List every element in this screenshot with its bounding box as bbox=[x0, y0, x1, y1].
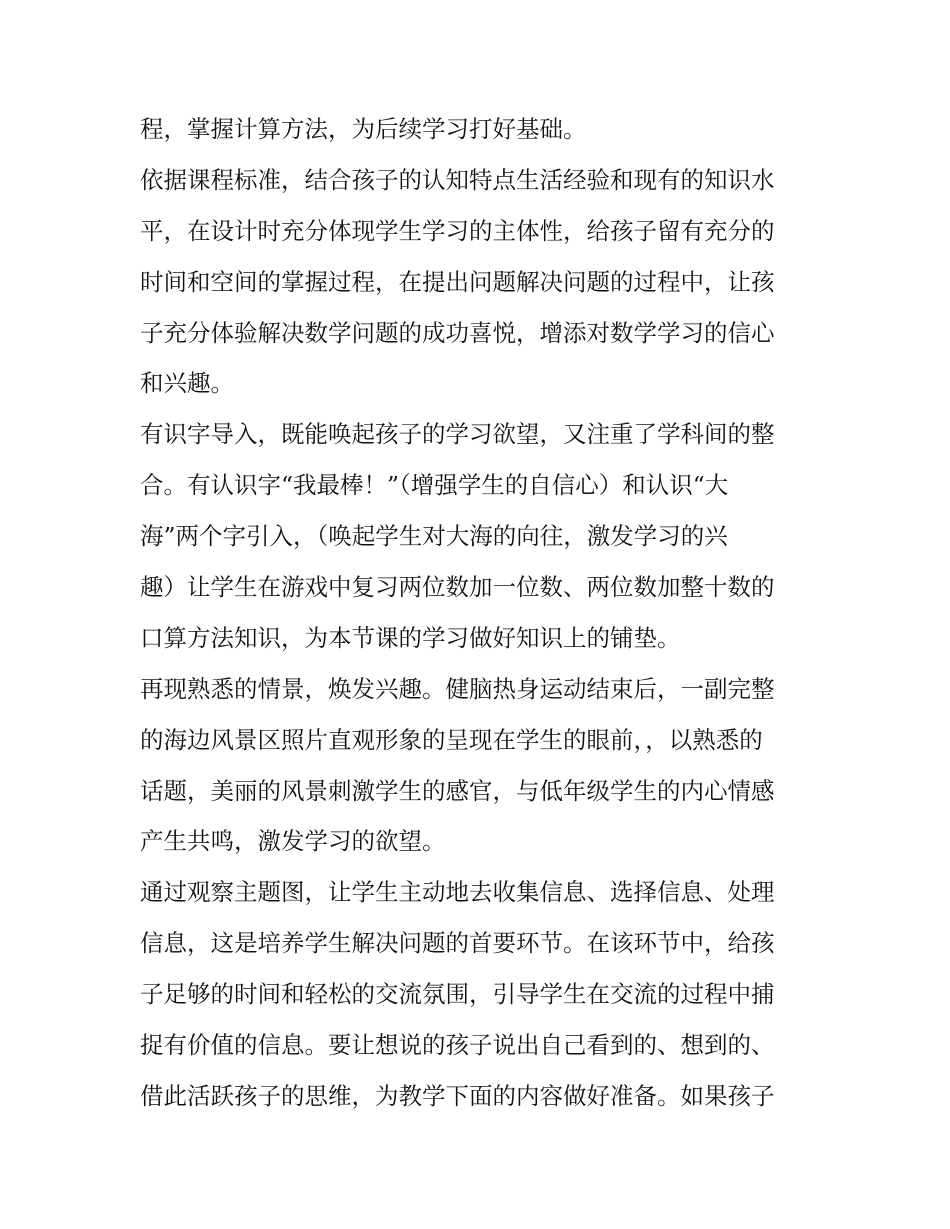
text-line: 借此活跃孩子的思维，为教学下面的内容做好准备。如果孩子 bbox=[140, 1081, 775, 1110]
text-line: 通过观察主题图，让学生主动地去收集信息、选择信息、处理 bbox=[140, 878, 775, 907]
text-line: 话题，美丽的风景刺激学生的感官，与低年级学生的内心情感 bbox=[140, 776, 775, 805]
text-line: 的海边风景区照片直观形象的呈现在学生的眼前，，以熟悉的 bbox=[140, 725, 763, 754]
paragraph-3 bbox=[140, 409, 820, 663]
text-line: 有识字导入，既能唤起孩子的学习欲望，又注重了学科间的整 bbox=[140, 420, 775, 449]
text-line: 再现熟悉的情景，焕发兴趣。健脑热身运动结束后，一副完整 bbox=[140, 674, 775, 703]
text-line: 程，掌握计算方法，为后续学习打好基础。 bbox=[140, 115, 587, 143]
text-line: 时间和空间的掌握过程，在提出问题解决问题的过程中，让孩 bbox=[140, 267, 775, 296]
text-line: 产生共鸣，激发学习的欲望。 bbox=[140, 827, 446, 856]
paragraph-2 bbox=[140, 155, 820, 409]
text-line: 子足够的时间和轻松的交流氛围，引导学生在交流的过程中捕 bbox=[140, 980, 775, 1009]
text-line: 依据课程标准，结合孩子的认知特点生活经验和现有的知识水 bbox=[140, 165, 775, 194]
paragraph-5 bbox=[140, 867, 820, 1121]
paragraph-4 bbox=[140, 664, 820, 868]
paragraph-1 bbox=[140, 104, 820, 155]
text-line: 平，在设计时充分体现学生学习的主体性，给孩子留有充分的 bbox=[140, 216, 775, 245]
document-body bbox=[140, 104, 820, 1122]
text-line: 子充分体验解决数学问题的成功喜悦，增添对数学学习的信心 bbox=[140, 318, 775, 347]
text-line: 趣）让学生在游戏中复习两位数加一位数、两位数加整十数的 bbox=[140, 573, 775, 602]
text-line: 海”两个字引入，（唤起学生对大海的向往，激发学习的兴 bbox=[140, 522, 728, 551]
text-line: 信息，这是培养学生解决问题的首要环节。在该环节中，给孩 bbox=[140, 929, 775, 958]
text-line: 合。有认识字“我最棒！”（增强学生的自信心）和认识“大 bbox=[140, 471, 729, 500]
text-line: 口算方法知识，为本节课的学习做好知识上的铺垫。 bbox=[140, 623, 681, 652]
text-line: 和兴趣。 bbox=[140, 369, 234, 398]
text-line: 捉有价值的信息。要让想说的孩子说出自己看到的、想到的、 bbox=[140, 1031, 775, 1060]
